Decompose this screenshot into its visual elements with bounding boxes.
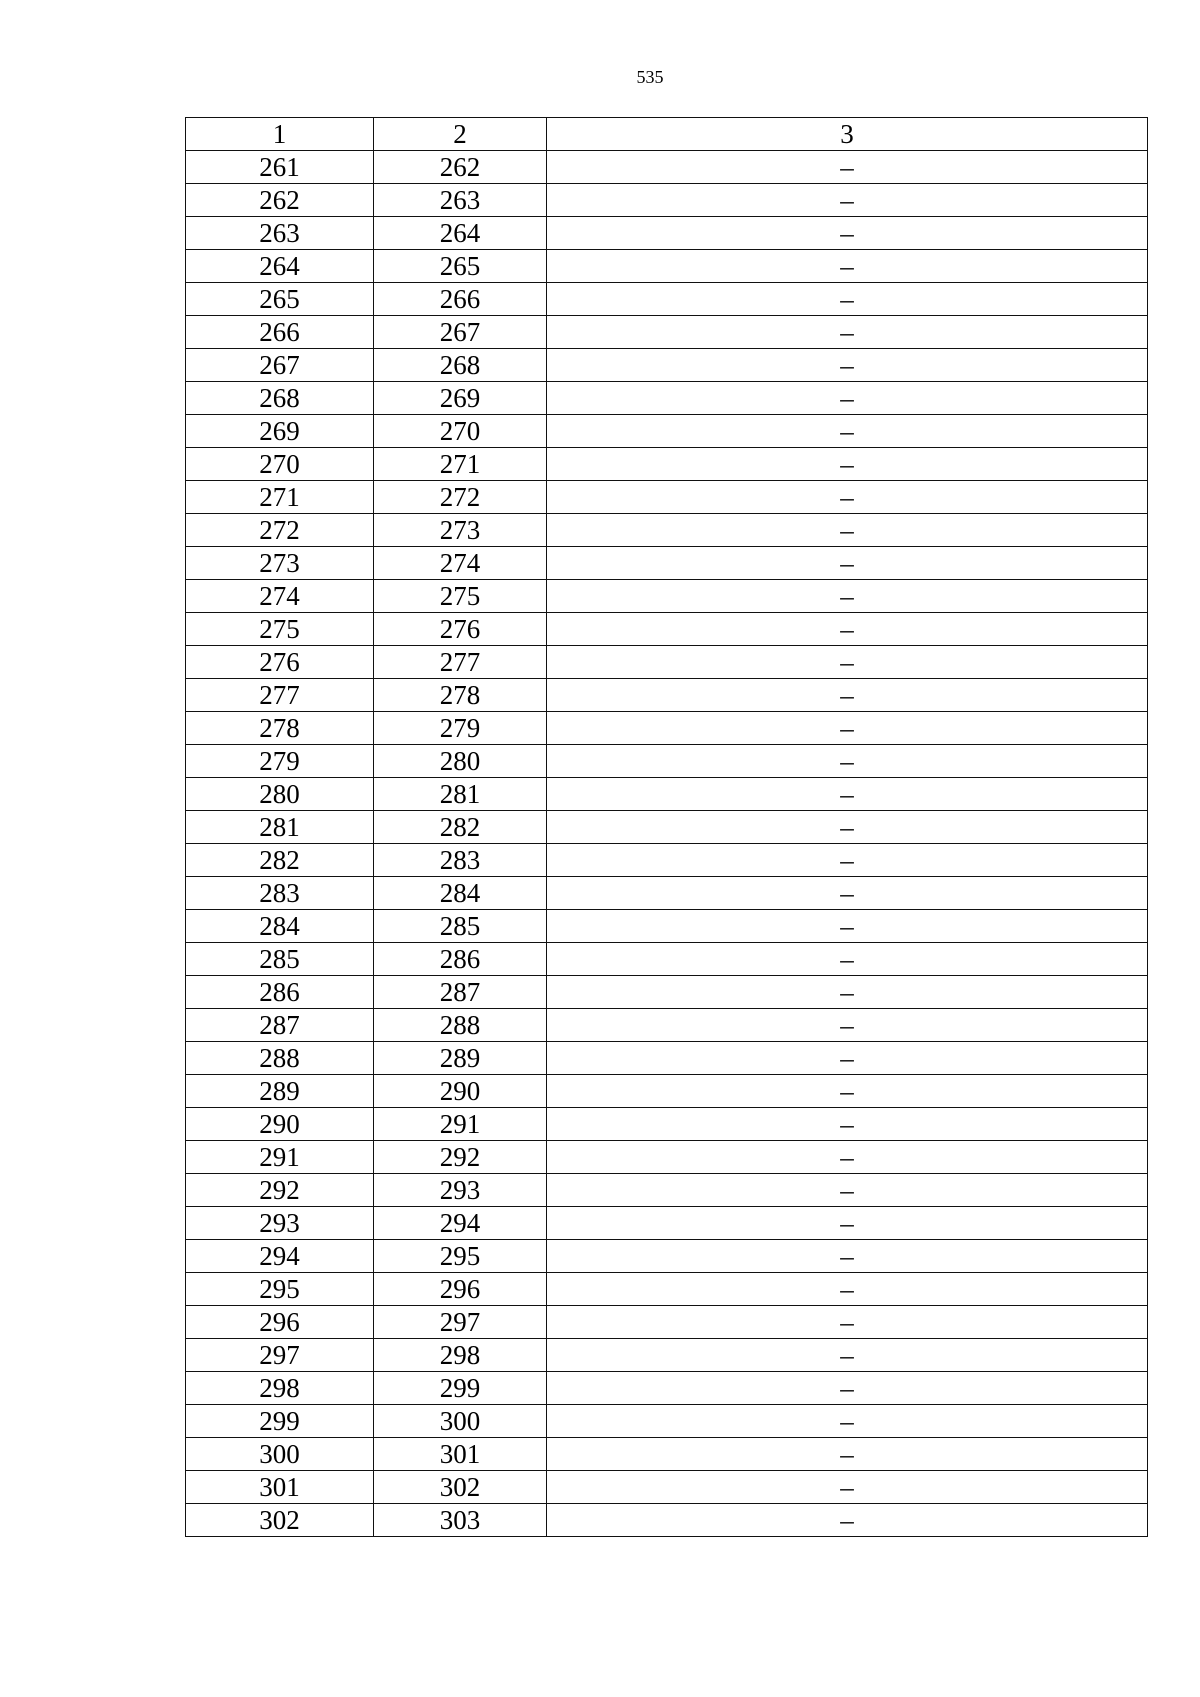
table-cell-col-2: 300 <box>374 1405 547 1438</box>
header-row <box>186 118 1148 151</box>
table-cell-col-3: – <box>547 382 1148 415</box>
table-cell-col-1: 264 <box>186 250 374 283</box>
table-row <box>186 1372 1148 1405</box>
table-cell-col-2: 274 <box>374 547 547 580</box>
table-cell-col-2: 303 <box>374 1504 547 1537</box>
table-cell-col-3: – <box>547 547 1148 580</box>
table-cell-col-3: – <box>547 1042 1148 1075</box>
table-row <box>186 448 1148 481</box>
table-cell-col-2: 271 <box>374 448 547 481</box>
table-cell-col-1: 297 <box>186 1339 374 1372</box>
table-cell-col-2: 267 <box>374 316 547 349</box>
table-row <box>186 613 1148 646</box>
table-cell-col-2: 270 <box>374 415 547 448</box>
table-cell-col-1: 288 <box>186 1042 374 1075</box>
table-cell-col-2: 282 <box>374 811 547 844</box>
table-cell-col-1: 294 <box>186 1240 374 1273</box>
table-cell-col-3: – <box>547 184 1148 217</box>
table-cell-col-3: – <box>547 1009 1148 1042</box>
table-cell-col-1: 270 <box>186 448 374 481</box>
table-cell-col-1: 299 <box>186 1405 374 1438</box>
table-row <box>186 481 1148 514</box>
table-cell-col-2: 286 <box>374 943 547 976</box>
table-row <box>186 514 1148 547</box>
table-cell-col-3: – <box>547 745 1148 778</box>
table-row <box>186 745 1148 778</box>
table-cell-col-2: 269 <box>374 382 547 415</box>
table-row <box>186 1108 1148 1141</box>
table-row <box>186 844 1148 877</box>
table-cell-col-3: – <box>547 151 1148 184</box>
table-cell-col-1: 283 <box>186 877 374 910</box>
table-header <box>186 118 1148 151</box>
table-row <box>186 184 1148 217</box>
table-cell-col-2: 272 <box>374 481 547 514</box>
table-cell-col-3: – <box>547 778 1148 811</box>
table-row <box>186 1240 1148 1273</box>
table-cell-col-2: 287 <box>374 976 547 1009</box>
table-cell-col-2: 285 <box>374 910 547 943</box>
table-cell-col-1: 263 <box>186 217 374 250</box>
table-cell-col-3: – <box>547 1339 1148 1372</box>
table-row <box>186 1306 1148 1339</box>
table-row <box>186 1141 1148 1174</box>
table-row <box>186 1504 1148 1537</box>
table-cell-col-2: 265 <box>374 250 547 283</box>
table-cell-col-3: – <box>547 976 1148 1009</box>
table-cell-col-3: – <box>547 613 1148 646</box>
table-cell-col-1: 282 <box>186 844 374 877</box>
table-cell-col-3: – <box>547 580 1148 613</box>
table-cell-col-2: 266 <box>374 283 547 316</box>
table-cell-col-2: 262 <box>374 151 547 184</box>
table-row <box>186 316 1148 349</box>
data-table <box>185 117 1148 1537</box>
table-row <box>186 778 1148 811</box>
table-row <box>186 1042 1148 1075</box>
table-cell-col-2: 288 <box>374 1009 547 1042</box>
table-cell-col-1: 269 <box>186 415 374 448</box>
table-cell-col-1: 272 <box>186 514 374 547</box>
table-cell-col-1: 273 <box>186 547 374 580</box>
table-cell-col-3: – <box>547 316 1148 349</box>
table-cell-col-2: 293 <box>374 1174 547 1207</box>
table-cell-col-1: 265 <box>186 283 374 316</box>
table-cell-col-3: – <box>547 1174 1148 1207</box>
table-cell-col-1: 262 <box>186 184 374 217</box>
table-body <box>186 151 1148 1537</box>
table-cell-col-1: 279 <box>186 745 374 778</box>
table-row <box>186 910 1148 943</box>
table-cell-col-1: 289 <box>186 1075 374 1108</box>
table-cell-col-2: 277 <box>374 646 547 679</box>
table-cell-col-3: – <box>547 646 1148 679</box>
table-cell-col-2: 281 <box>374 778 547 811</box>
table-cell-col-1: 261 <box>186 151 374 184</box>
table-cell-col-2: 263 <box>374 184 547 217</box>
table-row <box>186 382 1148 415</box>
table-cell-col-2: 296 <box>374 1273 547 1306</box>
table-cell-col-1: 280 <box>186 778 374 811</box>
table-cell-col-1: 300 <box>186 1438 374 1471</box>
table-cell-col-3: – <box>547 1471 1148 1504</box>
table-cell-col-1: 267 <box>186 349 374 382</box>
table-cell-col-3: – <box>547 1240 1148 1273</box>
table-cell-col-3: – <box>547 1108 1148 1141</box>
table-cell-col-1: 284 <box>186 910 374 943</box>
table-cell-col-2: 276 <box>374 613 547 646</box>
page-number: 535 <box>636 67 664 87</box>
table-row <box>186 1471 1148 1504</box>
table-row <box>186 1405 1148 1438</box>
table-cell-col-3: – <box>547 1372 1148 1405</box>
table-cell-col-3: – <box>547 1504 1148 1537</box>
table-cell-col-3: – <box>547 481 1148 514</box>
table-row <box>186 811 1148 844</box>
table-row <box>186 1174 1148 1207</box>
table-cell-col-1: 291 <box>186 1141 374 1174</box>
table-cell-col-1: 271 <box>186 481 374 514</box>
table-row <box>186 1339 1148 1372</box>
table-row <box>186 349 1148 382</box>
table-cell-col-3: – <box>547 415 1148 448</box>
table-cell-col-1: 275 <box>186 613 374 646</box>
table-cell-col-1: 285 <box>186 943 374 976</box>
table-cell-col-1: 268 <box>186 382 374 415</box>
table-cell-col-1: 292 <box>186 1174 374 1207</box>
table-cell-col-3: – <box>547 1141 1148 1174</box>
table-cell-col-1: 302 <box>186 1504 374 1537</box>
table-cell-col-3: – <box>547 811 1148 844</box>
table-row <box>186 976 1148 1009</box>
table-cell-col-2: 279 <box>374 712 547 745</box>
table-cell-col-3: – <box>547 448 1148 481</box>
table-cell-col-2: 292 <box>374 1141 547 1174</box>
table-cell-col-3: – <box>547 1438 1148 1471</box>
table-cell-col-1: 277 <box>186 679 374 712</box>
table-cell-col-1: 295 <box>186 1273 374 1306</box>
table-cell-col-2: 294 <box>374 1207 547 1240</box>
table-row <box>186 415 1148 448</box>
table-row <box>186 1438 1148 1471</box>
table-row <box>186 679 1148 712</box>
table-cell-col-3: – <box>547 217 1148 250</box>
table-row <box>186 283 1148 316</box>
table-cell-col-1: 301 <box>186 1471 374 1504</box>
table-cell-col-1: 274 <box>186 580 374 613</box>
table-row <box>186 580 1148 613</box>
header-cell-col-2: 2 <box>374 118 547 151</box>
table-cell-col-2: 278 <box>374 679 547 712</box>
table-cell-col-2: 280 <box>374 745 547 778</box>
table-cell-col-3: – <box>547 844 1148 877</box>
table-row <box>186 943 1148 976</box>
table-row <box>186 151 1148 184</box>
table-cell-col-2: 275 <box>374 580 547 613</box>
table-cell-col-3: – <box>547 1306 1148 1339</box>
table-cell-col-2: 298 <box>374 1339 547 1372</box>
table-cell-col-2: 290 <box>374 1075 547 1108</box>
table-cell-col-3: – <box>547 712 1148 745</box>
table-cell-col-3: – <box>547 349 1148 382</box>
table-row <box>186 1207 1148 1240</box>
header-cell-col-3: 3 <box>547 118 1148 151</box>
header-cell-col-1: 1 <box>186 118 374 151</box>
table-cell-col-1: 276 <box>186 646 374 679</box>
table-row <box>186 877 1148 910</box>
table-cell-col-2: 295 <box>374 1240 547 1273</box>
table-cell-col-2: 302 <box>374 1471 547 1504</box>
table-cell-col-3: – <box>547 877 1148 910</box>
table-row <box>186 1273 1148 1306</box>
table-cell-col-2: 297 <box>374 1306 547 1339</box>
table-cell-col-3: – <box>547 283 1148 316</box>
table-row <box>186 646 1148 679</box>
table-cell-col-2: 264 <box>374 217 547 250</box>
table-cell-col-3: – <box>547 943 1148 976</box>
table-row <box>186 1009 1148 1042</box>
table-cell-col-2: 283 <box>374 844 547 877</box>
table-cell-col-3: – <box>547 1075 1148 1108</box>
table-cell-col-3: – <box>547 250 1148 283</box>
table-cell-col-2: 273 <box>374 514 547 547</box>
table-cell-col-3: – <box>547 1207 1148 1240</box>
table-row <box>186 217 1148 250</box>
table-cell-col-1: 293 <box>186 1207 374 1240</box>
table-row <box>186 547 1148 580</box>
table-cell-col-3: – <box>547 679 1148 712</box>
table-cell-col-2: 284 <box>374 877 547 910</box>
table-cell-col-2: 299 <box>374 1372 547 1405</box>
table-cell-col-1: 290 <box>186 1108 374 1141</box>
table-cell-col-1: 298 <box>186 1372 374 1405</box>
table-cell-col-3: – <box>547 1405 1148 1438</box>
table-cell-col-1: 281 <box>186 811 374 844</box>
table-row <box>186 250 1148 283</box>
table-cell-col-1: 278 <box>186 712 374 745</box>
table-row <box>186 1075 1148 1108</box>
table-cell-col-2: 289 <box>374 1042 547 1075</box>
table-cell-col-1: 287 <box>186 1009 374 1042</box>
table-row <box>186 712 1148 745</box>
table-cell-col-1: 266 <box>186 316 374 349</box>
table-cell-col-2: 291 <box>374 1108 547 1141</box>
table-cell-col-3: – <box>547 1273 1148 1306</box>
table-cell-col-3: – <box>547 514 1148 547</box>
table-cell-col-1: 296 <box>186 1306 374 1339</box>
table-cell-col-2: 301 <box>374 1438 547 1471</box>
table-cell-col-1: 286 <box>186 976 374 1009</box>
table-cell-col-3: – <box>547 910 1148 943</box>
table-cell-col-2: 268 <box>374 349 547 382</box>
